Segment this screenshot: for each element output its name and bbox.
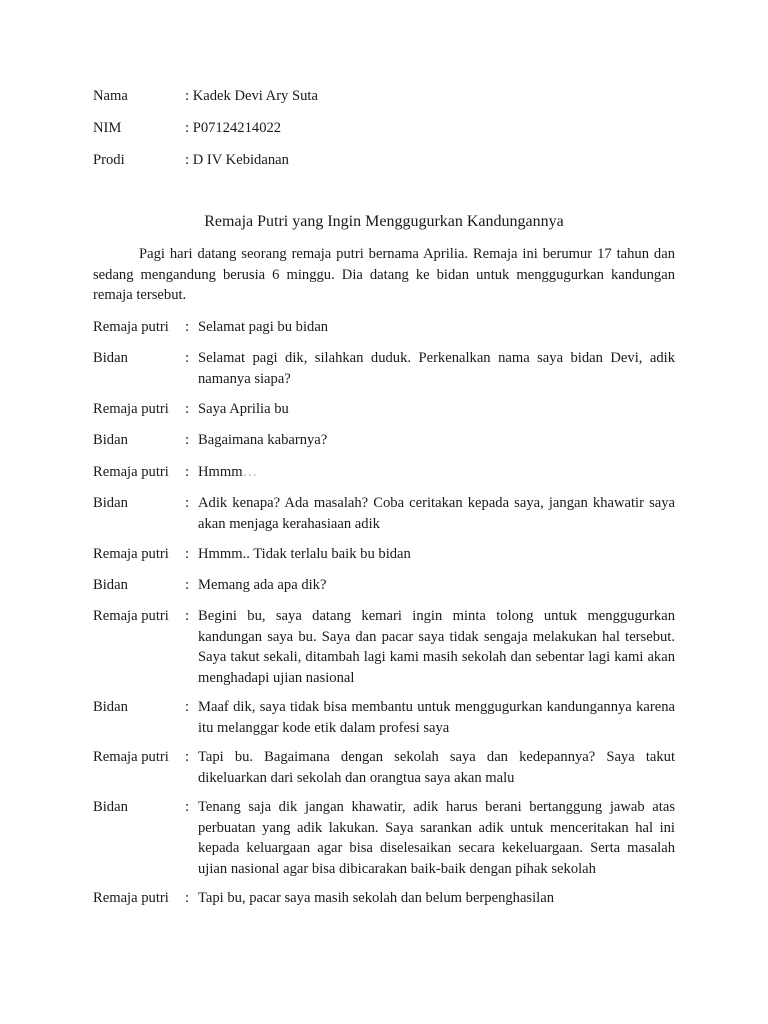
colon-separator: :	[185, 464, 190, 480]
dialog-text: Begini bu, saya datang kemari ingin minta tolong untuk menggugurkan kandungan saya bu. Saya dan pacar saya tidak sengaja melakukan hal tersebut. Saya takut sekali, ditambah lagi kami masih sekolah dan sebentar lagi kami akan menghadapi ujian nasional	[198, 608, 675, 686]
dialog-text: Tenang saja dik jangan khawatir, adik harus berani bertanggung jawab atas perbuatan yang adik lakukan. Saya sarankan adik untuk menceritakan hal ini kepada keluargaan agar bisa diselesaikan secara kekeluargaan. Serta masalah ujian nasional agar bisa dibicarakan baik-baik dengan pihak sekolah	[198, 799, 675, 877]
colon-separator: :	[185, 495, 190, 511]
colon-separator: :	[185, 608, 190, 624]
speaker-label: Remaja putri	[93, 890, 169, 906]
intro-paragraph: Pagi hari datang seorang remaja putri bernama Aprilia. Remaja ini berumur 17 tahun dan sedang mengandung berusia 6 minggu. Dia datang ke bidan untuk menggugurkan kandungan remaja tersebut.	[93, 246, 675, 303]
dialog-text: Tapi bu. Bagaimana dengan sekolah saya dan kedepannya? Saya takut dikeluarkan dari sekolah dan orangtua saya akan malu	[198, 749, 675, 786]
colon-separator: :	[185, 699, 190, 715]
dialog-text: Maaf dik, saya tidak bisa membantu untuk menggugurkan kandungannya karena itu melanggar kode etik dalam profesi saya	[198, 699, 675, 736]
dialog-text-main: Hmmm	[198, 464, 243, 480]
header-row-nim	[93, 118, 593, 138]
header-label: NIM	[93, 120, 122, 136]
colon-separator: :	[185, 799, 190, 815]
colon-separator: :	[185, 350, 190, 366]
dialog-text: Memang ada apa dik?	[198, 577, 327, 593]
speaker-label: Bidan	[93, 577, 128, 593]
speaker-label: Bidan	[93, 699, 128, 715]
speaker-label: Remaja putri	[93, 319, 169, 335]
dialog-text: Bagaimana kabarnya?	[198, 432, 328, 448]
speaker-label: Bidan	[93, 350, 128, 366]
dialog-text: Tapi bu, pacar saya masih sekolah dan belum berpenghasilan	[198, 890, 555, 906]
header-row-nama	[93, 86, 593, 106]
speaker-label: Bidan	[93, 432, 128, 448]
colon-separator: :	[185, 432, 190, 448]
colon-separator: :	[185, 577, 190, 593]
speaker-label: Remaja putri	[93, 749, 169, 765]
dialog-text: Adik kenapa? Ada masalah? Coba ceritakan kepada saya, jangan khawatir saya akan menjaga kerahasiaan adik	[198, 495, 675, 532]
header-label: Prodi	[93, 152, 125, 168]
speaker-label: Bidan	[93, 495, 128, 511]
header-value: : D IV Kebidanan	[185, 152, 289, 168]
header-value: : Kadek Devi Ary Suta	[185, 88, 318, 104]
speaker-label: Remaja putri	[93, 546, 169, 562]
speaker-label: Remaja putri	[93, 464, 169, 480]
dialog-text: Saya Aprilia bu	[198, 401, 289, 417]
document-title: Remaja Putri yang Ingin Menggugurkan Kandungannya	[204, 213, 564, 230]
colon-separator: :	[185, 401, 190, 417]
speaker-label: Bidan	[93, 799, 128, 815]
ellipsis-trail: …	[242, 464, 258, 480]
colon-separator: :	[185, 749, 190, 765]
speaker-label: Remaja putri	[93, 608, 169, 624]
colon-separator: :	[185, 890, 190, 906]
colon-separator: :	[185, 546, 190, 562]
dialog-text	[198, 462, 675, 483]
header-value: : P07124214022	[185, 120, 282, 136]
dialog-text: Selamat pagi dik, silahkan duduk. Perkenalkan nama saya bidan Devi, adik namanya siapa?	[198, 350, 675, 387]
header-row-prodi	[93, 150, 593, 170]
speaker-label: Remaja putri	[93, 401, 169, 417]
header-label: Nama	[93, 88, 128, 104]
colon-separator: :	[185, 319, 190, 335]
dialog-text: Hmmm.. Tidak terlalu baik bu bidan	[198, 546, 411, 562]
dialog-text: Selamat pagi bu bidan	[198, 319, 329, 335]
